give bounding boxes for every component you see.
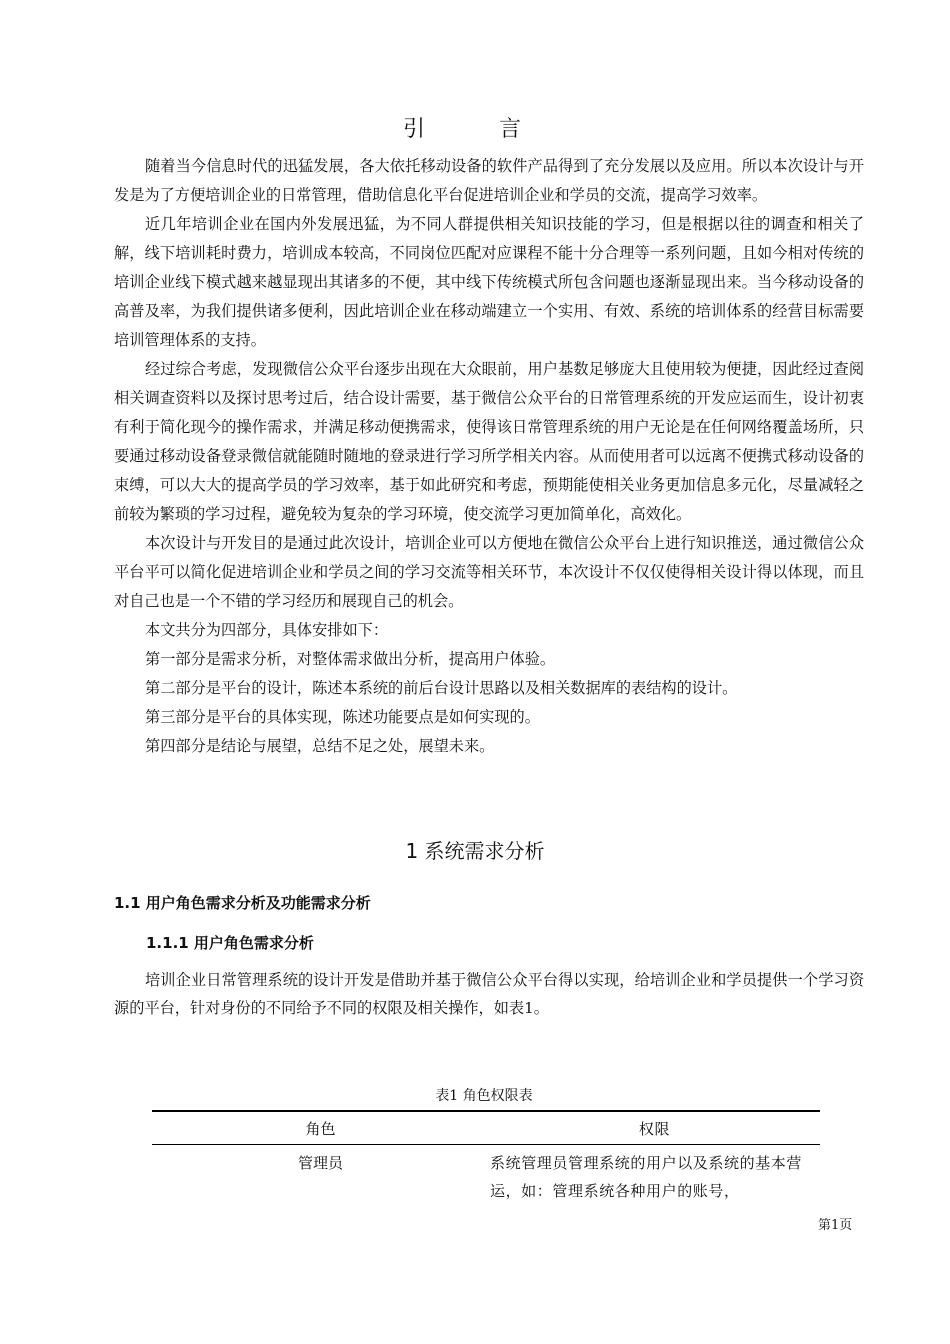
- page-title: 引 言: [402, 117, 547, 142]
- table-row: [152, 1145, 820, 1207]
- intro-paragraph: 经过综合考虑，发现微信公众平台逐步出现在大众眼前，用户基数足够庞大且使用较为便捷，因此经过查阅相关调查资料以及探讨思考过后，结合设计需要，基于微信公众平台的日常管理系统的开发应运而生，设计初衷有利于简化现今的操作需求，并满足移动便携需求，使得该日常管理系统的用户无论是在任何网络覆盖场所，只要通过移动设备登录微信就能随时随地的登录进行学习所学相关内容。从而使用者可以远离不便携式移动设备的束缚，可以大大的提高学员的学习效率，基于如此研究和考虑，预期能使相关业务更加信息多元化，尽量减轻之前较为繁琐的学习过程，避免较为复杂的学习环境，使交流学习更加简单化，高效化。: [114, 360, 864, 523]
- table-caption: 表1 角色权限表: [435, 1088, 533, 1104]
- section-body: [114, 966, 864, 1022]
- section-heading: 1.1 用户角色需求分析及功能需求分析: [114, 894, 371, 912]
- intro-paragraph: 本文共分为四部分，具体安排如下：: [145, 621, 388, 639]
- section-paragraph: 培训企业日常管理系统的设计开发是借助并基于微信公众平台得以实现，给培训企业和学员提供一个学习资源的平台，针对身份的不同给予不同的权限及相关操作，如表1。: [114, 971, 864, 1017]
- table-header-row: [152, 1111, 820, 1145]
- intro-paragraph: 本次设计与开发目的是通过此次设计，培训企业可以方便地在微信公众平台上进行知识推送，通过微信公众平台平可以简化促进培训企业和学员之间的学习交流等相关环节，本次设计不仅仅使得相关设计得以体现，而且对自己也是一个不错的学习经历和展现自己的机会。: [114, 534, 864, 610]
- subsection-heading: 1.1.1 用户角色需求分析: [146, 934, 314, 952]
- cell-permission: 系统管理员管理系统的用户以及系统的基本营运，如：管理系统各种用户的账号，: [490, 1154, 803, 1200]
- intro-paragraph: 第二部分是平台的设计，陈述本系统的前后台设计思路以及相关数据库的表结构的设计。: [145, 679, 738, 697]
- role-permission-table: [152, 1110, 820, 1206]
- header-permission: 权限: [489, 1111, 820, 1145]
- intro-paragraph: 随着当今信息时代的迅猛发展，各大依托移动设备的软件产品得到了充分发展以及应用。所以本次设计与开发是为了方便培训企业的日常管理，借助信息化平台促进培训企业和学员的交流，提高学习效率。: [114, 157, 864, 204]
- intro-paragraph: 近几年培训企业在国内外发展迅猛，为不同人群提供相关知识技能的学习，但是根据以往的调查和相关了解，线下培训耗时费力，培训成本较高，不同岗位匹配对应课程不能十分合理等一系列问题，且如今相对传统的培训企业线下模式越来越显现出其诸多的不便，其中线下传统模式所包含问题也逐渐显现出来。当今移动设备的高普及率，为我们提供诸多便利，因此培训企业在移动端建立一个实用、有效、系统的培训体系的经营目标需要培训管理体系的支持。: [114, 215, 864, 349]
- intro-paragraph: 第四部分是结论与展望，总结不足之处，展望未来。: [145, 737, 495, 755]
- intro-body: [114, 152, 864, 761]
- header-role: 角色: [152, 1111, 489, 1145]
- intro-paragraph: 第三部分是平台的具体实现，陈述功能要点是如何实现的。: [145, 708, 540, 726]
- cell-role: 管理员: [297, 1154, 343, 1172]
- intro-paragraph: 第一部分是需求分析，对整体需求做出分析，提高用户体验。: [145, 650, 556, 668]
- chapter-heading: 1 系统需求分析: [405, 839, 545, 863]
- page-number: 第1页: [818, 1218, 853, 1233]
